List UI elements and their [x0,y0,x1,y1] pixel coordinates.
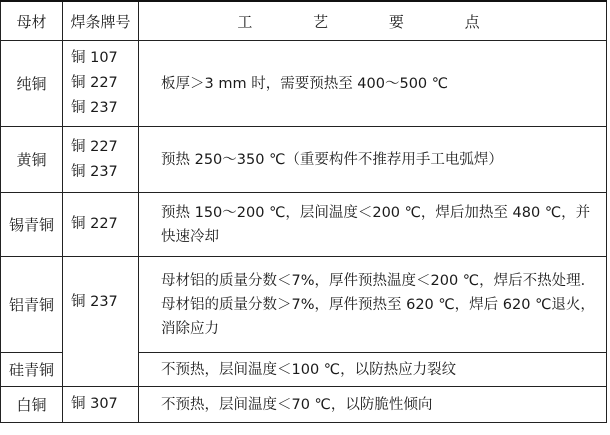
electrode-cell [63,127,139,193]
table-row [1,257,607,353]
electrode-cell [63,257,139,387]
electrode-cell [63,41,139,127]
electrode-code: 铜 307 [71,396,118,412]
electrode-code: 铜 227 [71,75,118,91]
table-header-row [1,1,607,41]
electrode-code: 铜 237 [71,100,118,116]
electrode-code: 铜 237 [71,294,118,310]
electrode-code: 铜 227 [71,216,118,232]
header-process-points-text: 工 艺 要 点 [237,12,508,31]
table-row [1,41,607,127]
material-cell: 锡青铜 [1,193,63,257]
material-cell: 白铜 [1,387,63,423]
requirement-cell: 不预热，层间温度＜100 ℃，以防热应力裂纹 [139,353,607,387]
table-row [1,387,607,423]
electrode-code: 铜 237 [71,163,118,180]
requirement-cell: 预热 150～200 ℃，层间温度＜200 ℃，焊后加热至 480 ℃，并快速冷却 [139,193,607,257]
material-cell: 纯铜 [1,41,63,127]
electrode-code: 铜 227 [71,138,118,155]
requirement-cell: 板厚＞3 mm 时，需要预热至 400～500 ℃ [139,41,607,127]
header-electrode-grade: 焊条牌号 [63,1,139,41]
material-cell: 硅青铜 [1,353,63,387]
requirement-cell: 预热 250～350 ℃（重要构件不推荐用手工电弧焊） [139,127,607,193]
header-base-metal: 母材 [1,1,63,41]
table-row [1,127,607,193]
requirement-cell: 母材铝的质量分数＜7%，厚件预热温度＜200 ℃，焊后不热处理．母材铝的质量分数＞7%，厚件预热至 620 ℃，焊后 620 ℃退火，消除应力 [139,257,607,353]
material-cell: 黄铜 [1,127,63,193]
electrode-cell [63,387,139,423]
electrode-code: 铜 107 [71,50,118,66]
requirement-cell: 不预热，层间温度＜70 ℃，以防脆性倾向 [139,387,607,423]
material-cell: 铝青铜 [1,257,63,353]
header-process-points [139,1,607,41]
table-row [1,193,607,257]
electrode-cell [63,193,139,257]
